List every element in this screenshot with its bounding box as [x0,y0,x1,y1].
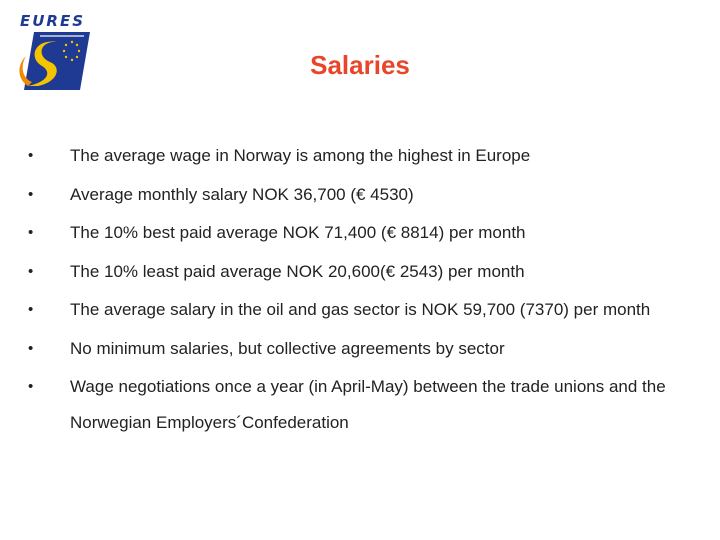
bullet-icon: • [28,147,34,164]
eures-wordmark: EURES [20,12,86,30]
bullet-icon: • [28,301,34,318]
bullet-item [28,369,688,441]
bullet-text: Average monthly salary NOK 36,700 (€ 4530) [70,184,414,204]
bullet-text: The average wage in Norway is among the highest in Europe [70,146,531,165]
bullet-icon: • [28,339,34,357]
bullet-icon: • [28,262,34,280]
bullet-item [28,254,688,290]
bullet-icon: • [28,378,34,395]
bullet-text: The 10% best paid average NOK 71,400 (€ 8814) per month [70,223,526,242]
bullet-text: Wage negotiations once a year (in April-May) between the trade unions and the Norwegian Employers´Confederation [70,377,666,432]
bullet-text: No minimum salaries, but collective agreements by sector [70,338,505,358]
bullet-item [28,138,688,174]
bullet-item [28,331,688,367]
bullet-item [28,215,688,251]
slide-title [0,50,720,81]
bullet-item [28,292,688,328]
bullet-item [28,177,688,213]
bullet-text: The average salary in the oil and gas sector is NOK 59,700 (7370) per month [70,300,651,319]
bullet-icon: • [28,185,34,203]
bullet-list [28,138,688,444]
bullet-text: The 10% least paid average NOK 20,600(€ 2543) per month [70,261,525,281]
slide-title-text: Salaries [310,50,410,80]
bullet-icon: • [28,224,34,241]
